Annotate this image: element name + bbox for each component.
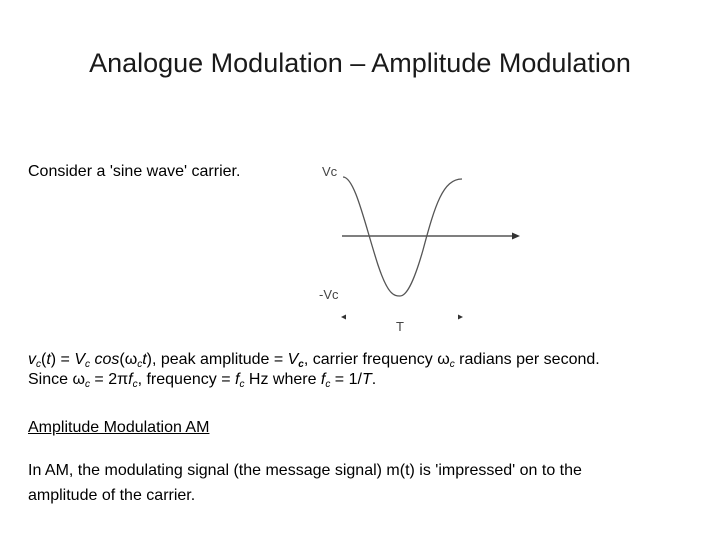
equation-line-1: $v_c(t) = V_c$ $\cos(\omega_ct)$, peak amplitude = $V_c$, carrier frequency $\omega_c$ radians per second. xyxy=(28,351,600,370)
vc-top-label: Vc xyxy=(322,164,338,179)
section-body-line-2: amplitude of the carrier. xyxy=(28,487,196,504)
period-label: T xyxy=(396,319,404,334)
section-body-line-1: In AM, the modulating signal (the message signal) m(t) is 'impressed' on to the xyxy=(28,462,582,479)
equation-line-2: Since $\omega_c = 2\pi f_c$, frequency = $f_c$ Hz where $f_c = 1/T$. xyxy=(28,371,377,390)
carrier-waveform-diagram xyxy=(310,155,540,335)
carrier-figure xyxy=(310,155,540,335)
slide-title: Analogue Modulation – Amplitude Modulation xyxy=(89,48,631,78)
period-right-marker xyxy=(458,315,463,320)
section-heading: Amplitude Modulation AM xyxy=(28,419,210,436)
time-axis-arrow xyxy=(512,233,520,240)
vc-bottom-label: -Vc xyxy=(319,287,339,302)
period-left-marker xyxy=(341,315,346,320)
intro-text: Consider a 'sine wave' carrier. xyxy=(28,163,241,180)
